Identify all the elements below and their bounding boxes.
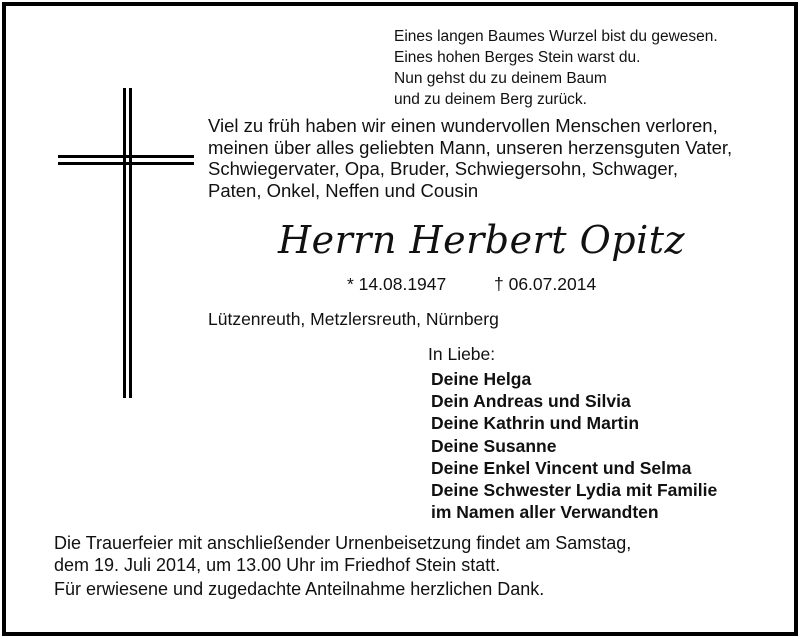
in-love-label: In Liebe: [428, 344, 496, 364]
poem-line: und zu deinem Berg zurück. [394, 91, 587, 108]
poem [394, 26, 718, 110]
mourner: im Namen aller Verwandten [431, 502, 659, 523]
death-date: † 06.07.2014 [494, 274, 597, 294]
intro-line: meinen über alles geliebten Mann, unseren herzensguten Vater, [208, 136, 733, 158]
mourner: Deine Helga [431, 369, 532, 389]
mourner: Deine Kathrin und Martin [431, 413, 640, 434]
poem-line: Eines hohen Berges Stein warst du. [394, 49, 641, 66]
deceased-name: Herrn Herbert Opitz [278, 218, 686, 262]
mourners-list [431, 368, 717, 523]
mourner: Deine Susanne [431, 435, 557, 456]
service-line: dem 19. Juli 2014, um 13.00 Uhr im Friedhof Stein statt. [54, 555, 501, 575]
mourner: Deine Enkel Vincent und Selma [431, 457, 692, 478]
intro-text [208, 115, 732, 201]
poem-line: Nun gehst du zu deinem Baum [394, 70, 607, 87]
intro-line: Viel zu früh haben wir einen wundervollen Menschen verloren, [208, 115, 718, 136]
mourner: Dein Andreas und Silvia [431, 391, 631, 412]
intro-line: Paten, Onkel, Neffen und Cousin [208, 179, 479, 201]
thanks-note: Für erwiesene und zugedachte Anteilnahme herzlichen Dank. [54, 579, 545, 599]
funeral-service-info [54, 532, 631, 576]
poem-line: Eines langen Baumes Wurzel bist du gewesen. [394, 28, 718, 45]
places: Lützenreuth, Metzlersreuth, Nürnberg [208, 309, 499, 329]
birth-date: * 14.08.1947 [347, 274, 447, 294]
intro-line: Schwiegervater, Opa, Bruder, Schwiegersohn, Schwager, [208, 158, 678, 179]
mourner: Deine Schwester Lydia mit Familie [431, 480, 718, 501]
service-line: Die Trauerfeier mit anschließender Urnenbeisetzung findet am Samstag, [54, 533, 632, 553]
